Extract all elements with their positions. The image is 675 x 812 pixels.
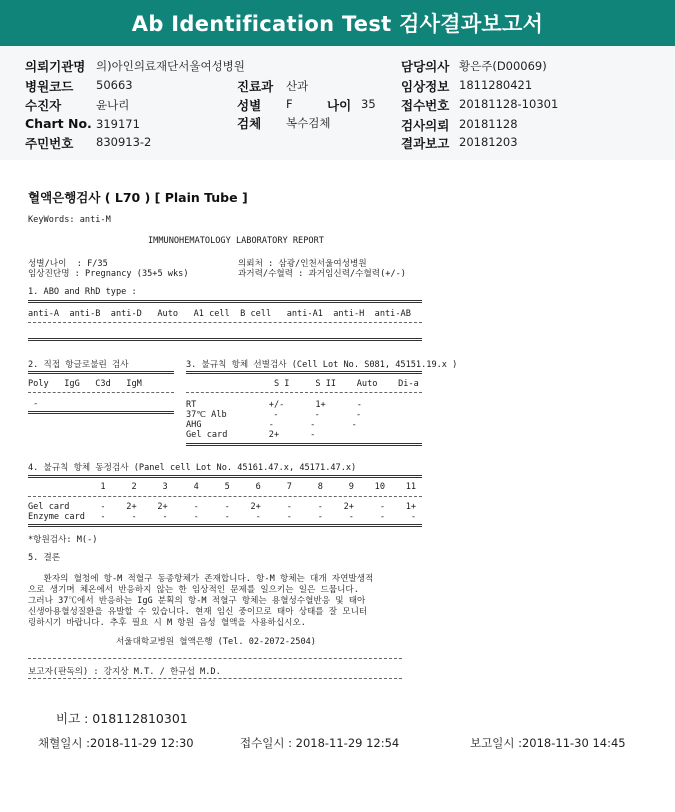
divider (28, 658, 402, 659)
dept-label: 진료과 (237, 79, 274, 94)
divider (28, 322, 422, 323)
sec2-columns: Poly IgG C3d IgM (28, 379, 142, 389)
divider (28, 678, 402, 679)
hosp-code-label: 병원코드 (25, 79, 74, 94)
id-no-label: 주민번호 (25, 136, 74, 151)
doctor-value: 황은주(D00069) (459, 59, 547, 73)
sec4-row: 1 2 3 4 5 6 7 8 9 10 11 (28, 482, 417, 492)
receipt-no-value: 20181128-10301 (459, 97, 559, 111)
divider (28, 338, 422, 341)
sec2-values: - (28, 399, 39, 409)
age-label: 나이 (327, 98, 352, 113)
sec3-row: S I S II Auto Di-a (186, 379, 419, 389)
sec4-title: 4. 불규칙 항체 동정검사 (Panel cell Lot No. 45161.47.x, 45171.47.x) (28, 463, 357, 473)
remark: 비고 : 018112810301 (56, 711, 188, 726)
reported-time: 보고일시 :2018-11-30 14:45 (470, 736, 626, 750)
dept-value: 산과 (286, 79, 309, 93)
clinic-info-label: 임상정보 (401, 79, 450, 94)
clinic-info-value: 1811280421 (459, 78, 533, 92)
request-date-label: 검사의뢰 (401, 118, 450, 133)
antigen-test: *항원검사: M(-) (28, 535, 98, 545)
sec3-row: 37℃ Alb - - - (186, 410, 362, 420)
specimen-label: 검체 (237, 116, 262, 131)
sec2-title: 2. 직접 항글로불린 검사 (28, 360, 129, 370)
doctor-label: 담당의사 (401, 59, 450, 74)
patient-label: 수진자 (25, 98, 62, 113)
sex-value: F (286, 97, 293, 111)
hospital-value: 의)아인의료재단서울여성병원 (96, 59, 245, 73)
report-date-label: 결과보고 (401, 136, 450, 151)
keywords: KeyWords: anti-M (28, 215, 111, 225)
sec4-row: Gel card - 2+ 2+ - - 2+ - - 2+ - 1+ (28, 502, 417, 512)
chart-no-value: 319171 (96, 117, 140, 131)
conclusion-line: 으로 생기며 체온에서 반응하지 않는 한 임상적인 문제를 일으키는 일은 드뭅니다. (28, 585, 359, 595)
sec3-title: 3. 불규칙 항체 선별검사 (Cell Lot No. S081, 45151.19.x ) (186, 360, 458, 370)
conclusion-line: 그러나 37℃에서 반응하는 IgG 분획의 항-M 적혈구 항체는 용혈성수혈반응 및 태아 (28, 596, 366, 606)
divider (28, 411, 174, 414)
divider (28, 371, 174, 374)
sec1-columns: anti-A anti-B anti-D Auto A1 cell B cell anti-A1 anti-H anti-AB (28, 309, 411, 319)
report-heading: 혈액은행검사 ( L70 ) [ Plain Tube ] (28, 190, 248, 205)
lab-title: IMMUNOHEMATOLOGY LABORATORY REPORT (148, 236, 324, 246)
divider (186, 443, 422, 446)
specimen-value: 복수검체 (286, 116, 331, 130)
sex-age-line: 성별/나이 : F/35 (28, 259, 108, 269)
divider (28, 475, 422, 478)
age-value: 35 (361, 97, 376, 111)
sex-label: 성별 (237, 98, 262, 113)
conclusion-line: 신생아용혈성질환을 유발할 수 있습니다. 현재 임신 중이므로 태아 상태를 잘 모니터 (28, 607, 368, 617)
patient-value: 윤나리 (96, 98, 130, 112)
divider (28, 524, 422, 527)
scanned-report (0, 160, 675, 812)
sec3-row: RT +/- 1+ - (186, 400, 362, 410)
sec5-title: 5. 결론 (28, 553, 61, 563)
received-time: 접수일시 : 2018-11-29 12:54 (240, 736, 400, 750)
sec4-row: Enzyme card - - - - - - - - - - - (28, 512, 417, 522)
divider (186, 392, 422, 393)
sec3-row: Gel card 2+ - (186, 430, 316, 440)
divider (186, 371, 422, 374)
diagnosis-line: 임상진단명 : Pregnancy (35+5 wks) (28, 269, 189, 279)
request-date-value: 20181128 (459, 117, 518, 131)
history-line: 과거력/수혈력 : 과거임신력/수혈력(+/-) (238, 269, 406, 279)
sec3-row: AHG - - - (186, 420, 357, 430)
hosp-code-value: 50663 (96, 78, 133, 92)
report-date-value: 20181203 (459, 135, 518, 149)
conclusion-line: 환자의 혈청에 항-M 적혈구 동종항체가 존재합니다. 항-M 항체는 대개 자연발생적 (28, 574, 374, 584)
id-no-value: 830913-2 (96, 135, 152, 149)
divider (28, 496, 422, 497)
report-title: Ab Identification Test 검사결과보고서 (0, 0, 675, 46)
receipt-no-label: 접수번호 (401, 98, 450, 113)
referrer-line: 의뢰처 : 삼광/인천서울여성병원 (238, 259, 367, 269)
divider (28, 300, 422, 303)
collected-time: 채혈일시 :2018-11-29 12:30 (38, 736, 194, 750)
hospital-label: 의뢰기관명 (25, 59, 86, 74)
chart-no-label: Chart No. (25, 116, 92, 131)
divider (28, 392, 174, 393)
blood-bank-contact: 서울대학교병원 혈액은행 (Tel. 02-2072-2504) (116, 637, 316, 647)
sec1-title: 1. ABO and RhD type : (28, 287, 137, 297)
conclusion-line: 링하시기 바랍니다. 추후 필요 시 M 항원 음성 혈액을 사용하십시오. (28, 618, 306, 628)
reporter: 보고자(판독의) : 강지상 M.T. / 한규섭 M.D. (28, 667, 221, 677)
